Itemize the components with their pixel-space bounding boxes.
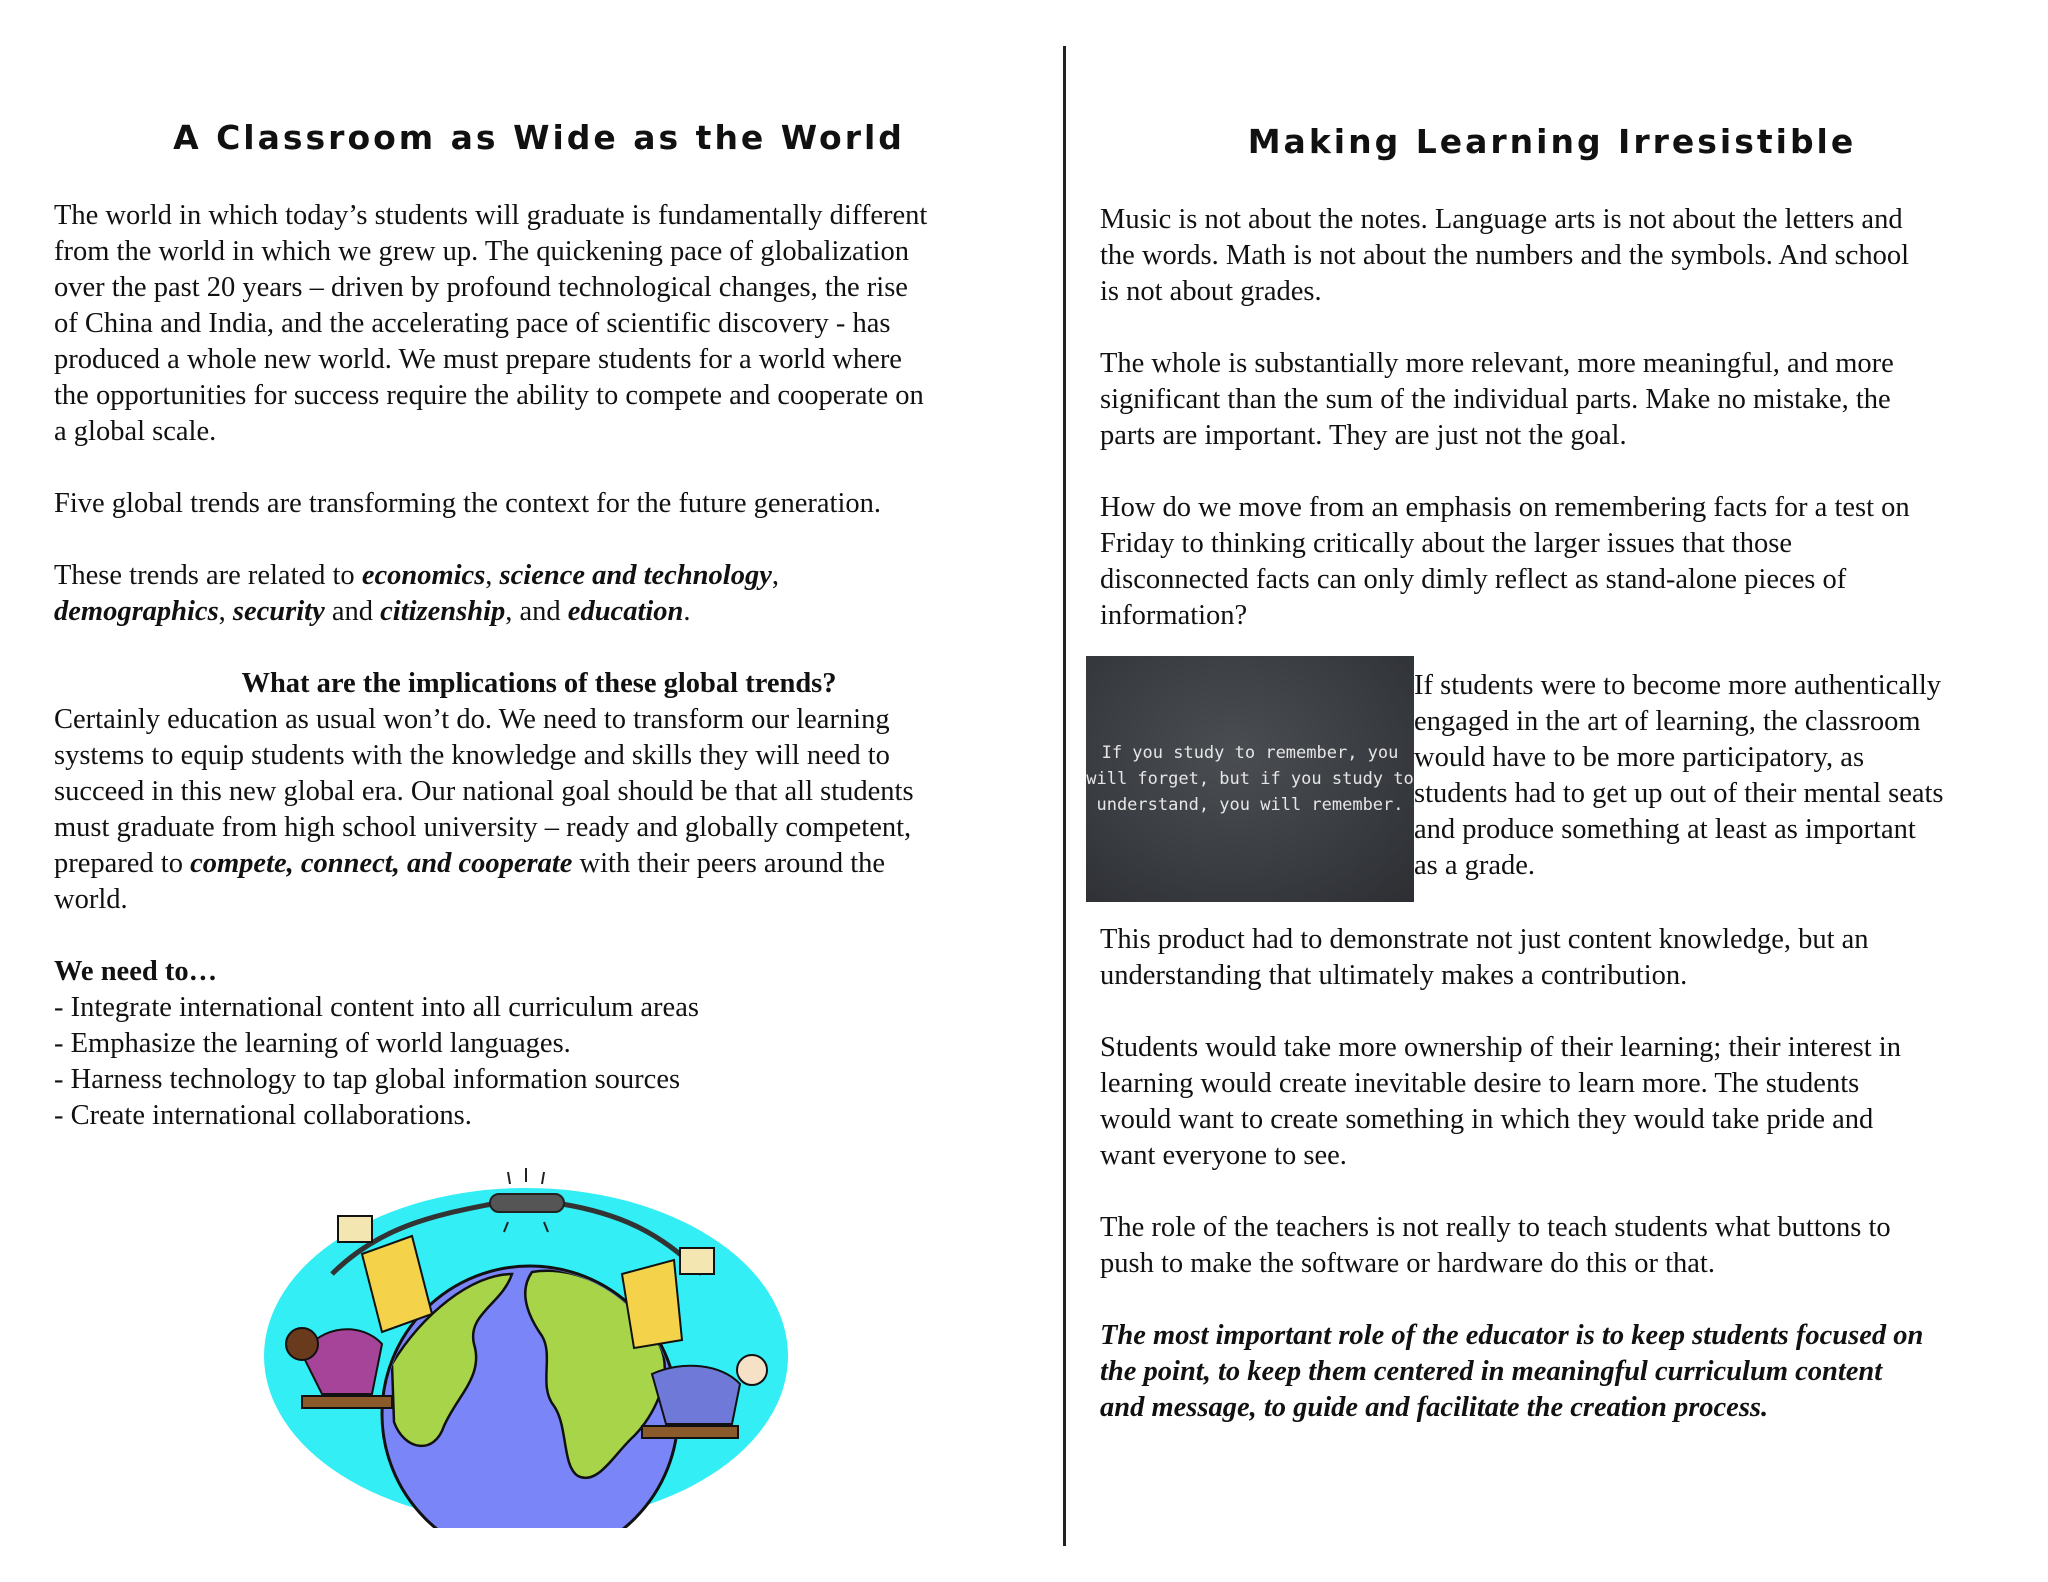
text-line: the words. Math is not about the numbers and the symbols. And school (1100, 240, 1910, 271)
right-paragraph-5 (1100, 922, 2004, 994)
text-line: and produce something at least as important (1414, 814, 1916, 845)
left-paragraph-1 (54, 198, 1024, 450)
column-divider (1063, 46, 1066, 1546)
text-line: Friday to thinking critically about the larger issues that those (1100, 528, 1793, 559)
globe-clipart (262, 1164, 790, 1528)
needs-heading: We need to… (54, 956, 218, 987)
implications-subheading: What are the implications of these global trends? (241, 668, 837, 699)
text-line: is not about grades. (1100, 276, 1322, 307)
text-line: prepared to compete, connect, and cooperate with their peers around the (54, 848, 886, 879)
trend-demographics: demographics (54, 596, 219, 627)
text-line: and message, to guide and facilitate the creation process. (1100, 1392, 1769, 1423)
text-line: produced a whole new world. We must prepare students for a world where (54, 344, 902, 375)
right-paragraph-3 (1100, 490, 2004, 634)
left-paragraph-2 (54, 486, 1024, 522)
text-line: disconnected facts can only dimly reflect as stand-alone pieces of (1100, 564, 1847, 595)
text-line: How do we move from an emphasis on remembering facts for a test on (1100, 492, 1910, 523)
chalkboard-image (1086, 656, 1414, 902)
text-line: significant than the sum of the individual parts. Make no mistake, the (1100, 384, 1891, 415)
right-paragraph-8-emphasis (1100, 1318, 2004, 1426)
text-line: succeed in this new global era. Our national goal should be that all students (54, 776, 914, 807)
text-line: Certainly education as usual won’t do. We need to transform our learning (54, 704, 890, 735)
text-line: want everyone to see. (1100, 1140, 1347, 1171)
left-needs-list (54, 954, 1024, 1134)
right-paragraph-7 (1100, 1210, 2004, 1282)
trend-education: education (567, 596, 684, 627)
left-paragraph-implications (54, 666, 1024, 918)
text-line: demographics, security and citizenship, and education. (54, 596, 691, 627)
right-paragraph-1 (1100, 202, 2004, 310)
text-line: students had to get up out of their mental seats (1414, 778, 1944, 809)
trend-economics: economics (361, 560, 486, 591)
right-paragraph-6 (1100, 1030, 2004, 1174)
trend-science-technology: science and technology (499, 560, 772, 591)
chalkboard-quote: If you study to remember, you will forget, but if you study to understand, you will remember. (1086, 743, 1414, 815)
text-line: The most important role of the educator is to keep students focused on (1100, 1320, 1924, 1351)
text-line: world. (54, 884, 128, 915)
text-line: the point, to keep them centered in meaningful curriculum content (1100, 1356, 1883, 1387)
list-item: - Harness technology to tap global information sources (54, 1064, 681, 1095)
text-line: Students would take more ownership of their learning; their interest in (1100, 1032, 1901, 1063)
trend-citizenship: citizenship (380, 596, 506, 627)
text-line: These trends are related to economics, science and technology, (54, 560, 779, 591)
right-paragraph-2 (1100, 346, 2004, 454)
text-line: must graduate from high school university – ready and globally competent, (54, 812, 912, 843)
text-line: The world in which today’s students will graduate is fundamentally different (54, 200, 928, 231)
trend-security: security (232, 596, 325, 627)
text-line: The role of the teachers is not really to teach students what buttons to (1100, 1212, 1891, 1243)
text-line: over the past 20 years – driven by profound technological changes, the rise (54, 272, 908, 303)
text-line: If students were to become more authentically (1414, 670, 1942, 701)
text-line: The whole is substantially more relevant, more meaningful, and more (1100, 348, 1894, 379)
text-line: parts are important. They are just not the goal. (1100, 420, 1627, 451)
list-item: - Create international collaborations. (54, 1100, 472, 1131)
text-line: would want to create something in which they would take pride and (1100, 1104, 1874, 1135)
text-line: This product had to demonstrate not just content knowledge, but an (1100, 924, 1869, 955)
text-line: a global scale. (54, 416, 217, 447)
text-line: from the world in which we grew up. The quickening pace of globalization (54, 236, 910, 267)
text-line: would have to be more participatory, as (1414, 742, 1865, 773)
text-line: of China and India, and the accelerating pace of scientific discovery - has (54, 308, 891, 339)
text-line: as a grade. (1414, 850, 1536, 881)
text-line: engaged in the art of learning, the classroom (1414, 706, 1921, 737)
list-item: - Emphasize the learning of world languages. (54, 1028, 571, 1059)
text-line: systems to equip students with the knowledge and skills they will need to (54, 740, 890, 771)
text-line: learning would create inevitable desire to learn more. The students (1100, 1068, 1860, 1099)
text-line: understanding that ultimately makes a contribution. (1100, 960, 1688, 991)
compete-connect-cooperate: compete, connect, and cooperate (190, 848, 573, 879)
left-heading: A Classroom as Wide as the World (173, 118, 905, 157)
list-item: - Integrate international content into all curriculum areas (54, 992, 699, 1023)
left-paragraph-trends (54, 558, 1024, 630)
text-line: information? (1100, 600, 1248, 631)
text-line: the opportunities for success require the ability to compete and cooperate on (54, 380, 924, 411)
text-line: Five global trends are transforming the context for the future generation. (54, 488, 882, 519)
cable-connector (490, 1194, 564, 1212)
right-paragraph-4 (1414, 668, 2014, 884)
text-line: Music is not about the notes. Language arts is not about the letters and (1100, 204, 1903, 235)
text-line: push to make the software or hardware do this or that. (1100, 1248, 1715, 1279)
right-heading: Making Learning Irresistible (1247, 122, 1857, 161)
